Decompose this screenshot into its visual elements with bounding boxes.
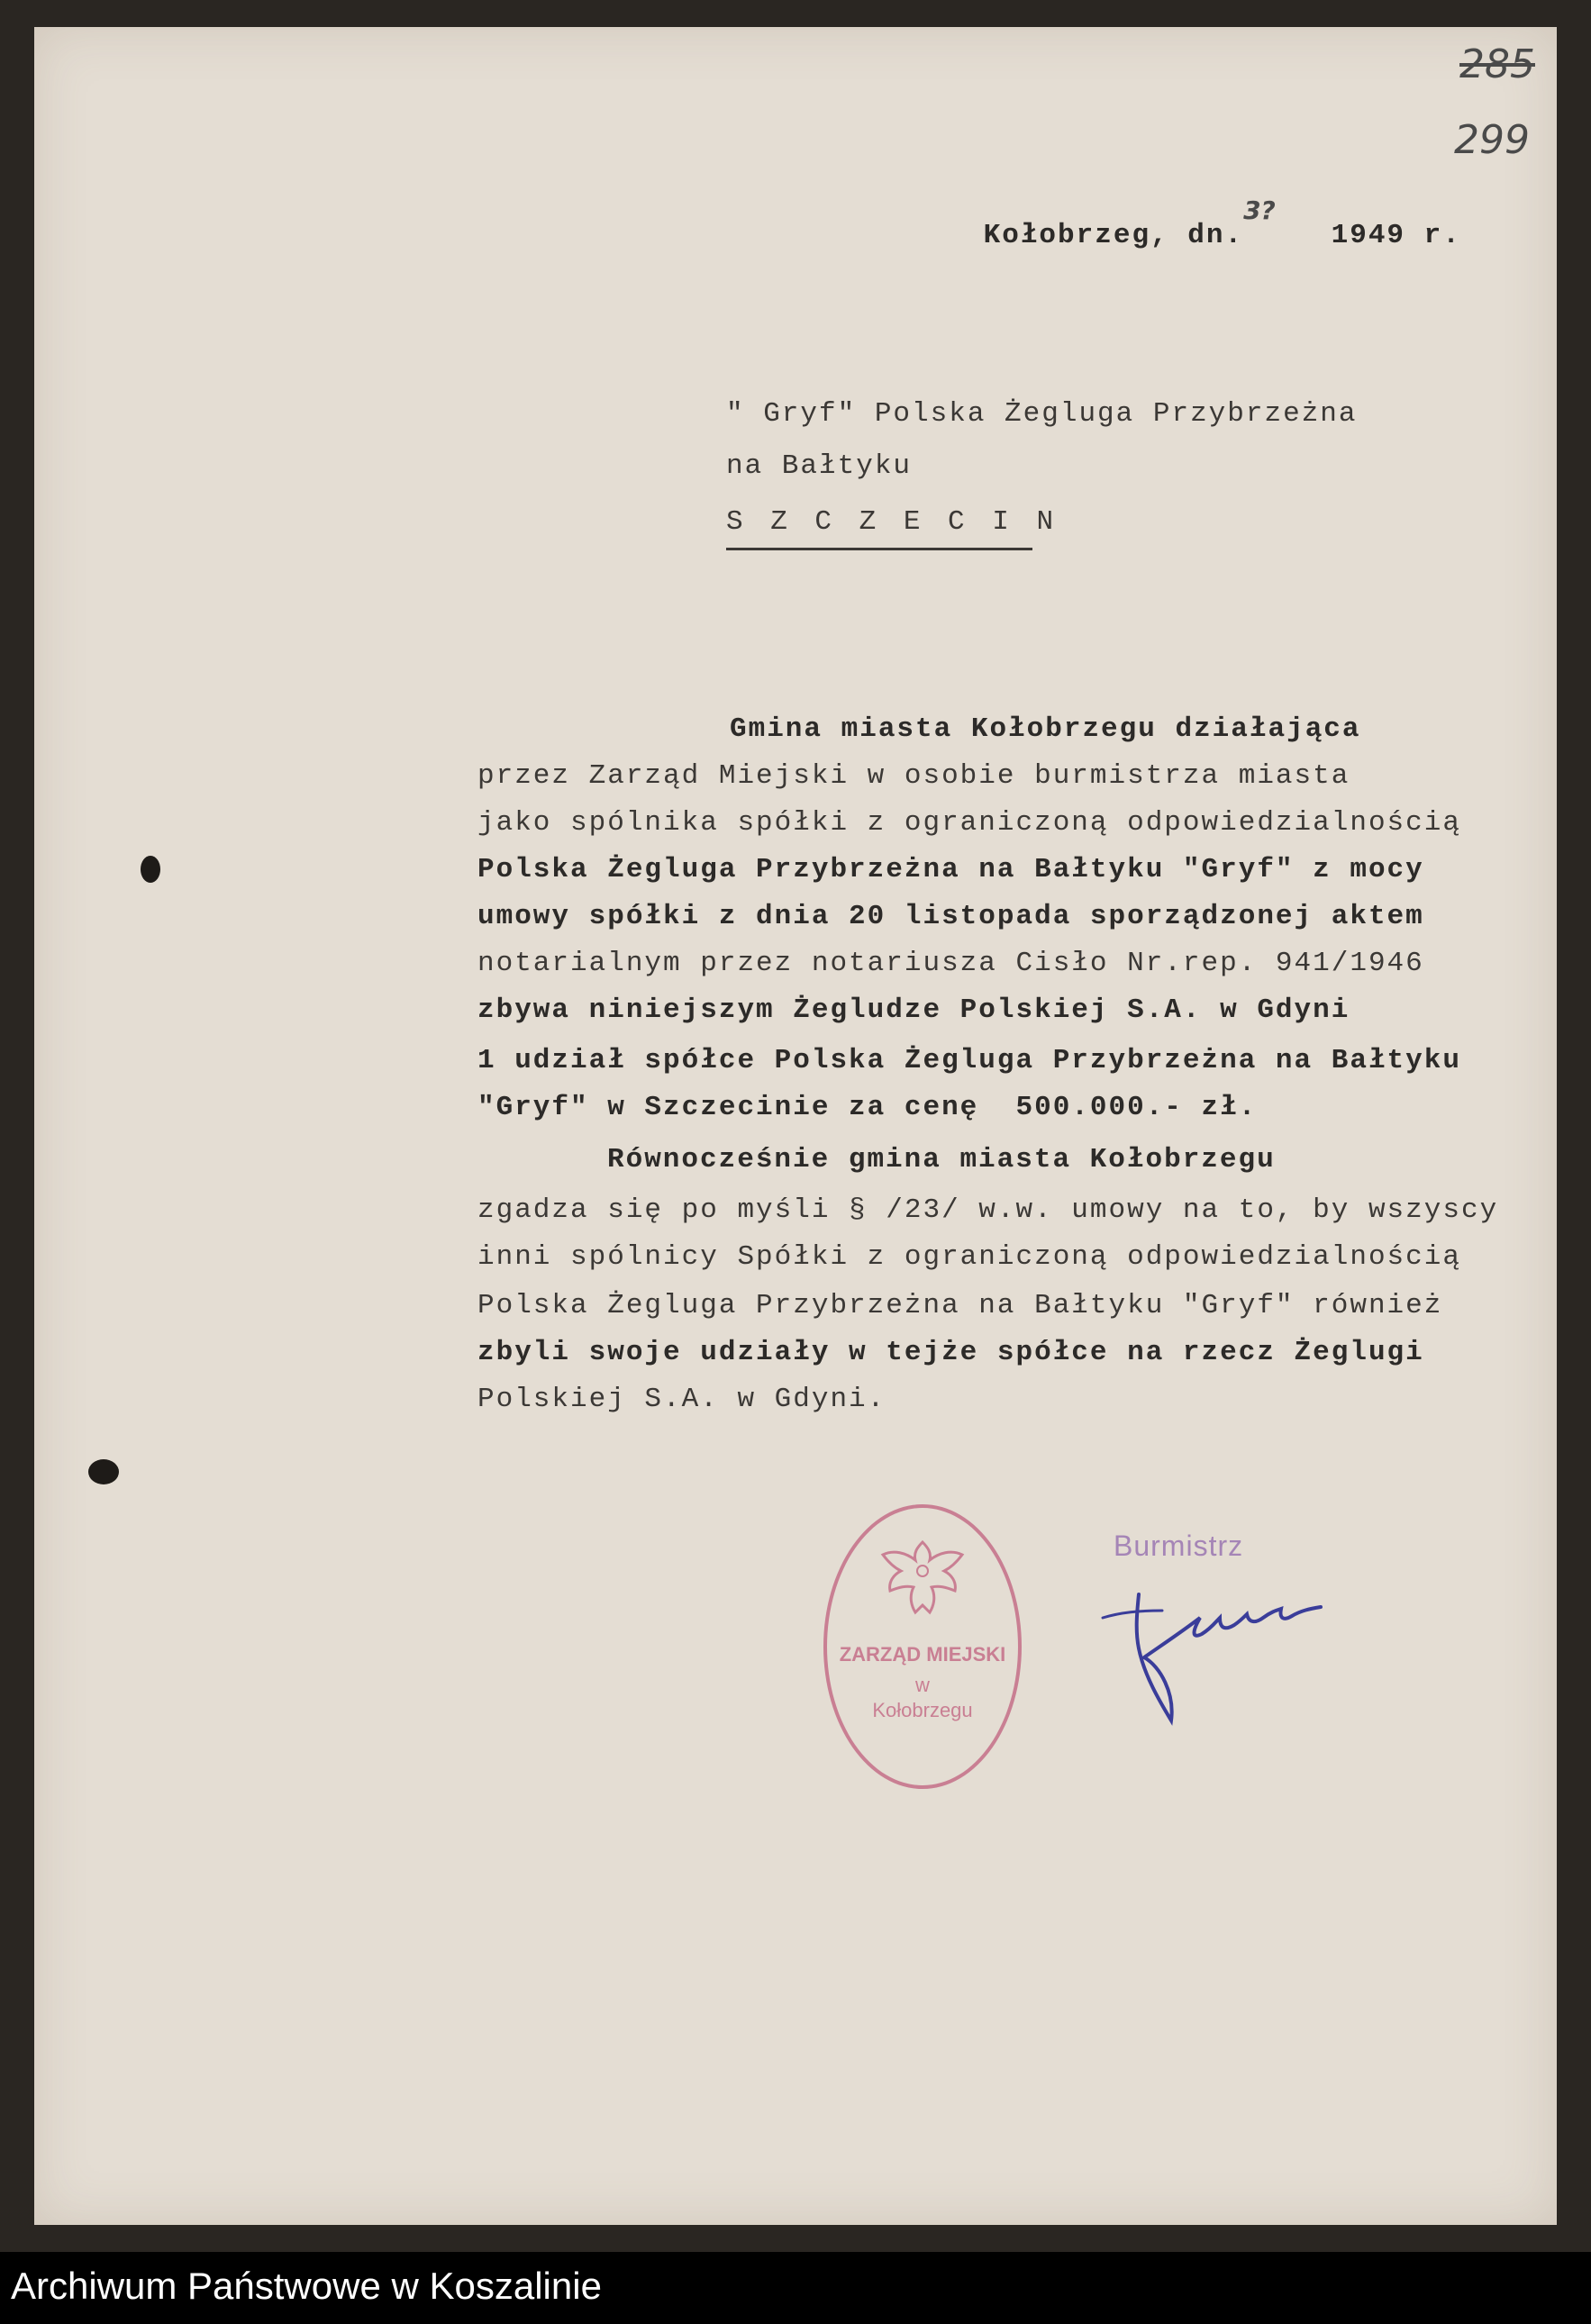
archive-name: Archiwum Państwowe w Koszalinie [11, 2265, 602, 2307]
punch-hole-mark [88, 1459, 119, 1484]
body-line: zgadza się po myśli § /23/ w.w. umowy na to, by wszyscy [477, 1194, 1499, 1226]
body-line: przez Zarząd Miejski w osobie burmistrza miasta [477, 760, 1350, 792]
body-line: jako spólnika spółki z ograniczoną odpowiedzialnością [477, 807, 1461, 839]
place-date [872, 187, 1461, 283]
place-date-prefix: Kołobrzeg, dn. [983, 220, 1244, 251]
body-line: Polska Żegluga Przybrzeżna na Bałtyku "Gryf" również [477, 1290, 1443, 1321]
body-line: notarialnym przez notariusza Cisło Nr.rep. 941/1946 [477, 948, 1424, 979]
recipient-line-2: na Bałtyku [726, 450, 913, 482]
year: 1949 r. [1331, 220, 1461, 251]
signature-title: Burmistrz [1114, 1530, 1244, 1562]
official-stamp [823, 1504, 1022, 1789]
body-line: Gmina miasta Kołobrzegu działająca [730, 713, 1361, 745]
recipient-line-1: " Gryf" Polska Żegluga Przybrzeżna [726, 398, 1358, 430]
punch-hole-mark [141, 856, 160, 883]
handwritten-day: 3? [1243, 195, 1276, 225]
archive-number-new: 299 [1454, 117, 1530, 163]
body-line: umowy spółki z dnia 20 listopada sporządzonej aktem [477, 901, 1424, 932]
archive-number-old: 285 [1459, 41, 1535, 87]
body-line: Równocześnie gmina miasta Kołobrzegu [607, 1144, 1276, 1176]
stamp-line-3: Kołobrzegu [872, 1699, 973, 1721]
body-line: Polska Żegluga Przybrzeżna na Bałtyku "Gryf" z mocy [477, 854, 1424, 885]
body-line: zbyli swoje udziały w tejże spółce na rzecz Żeglugi [477, 1337, 1424, 1368]
eagle-emblem-icon [874, 1535, 971, 1621]
handwritten-signature [1085, 1558, 1373, 1738]
stamp-line-2: w [915, 1674, 930, 1696]
body-line: inni spólnicy Spółki z ograniczoną odpowiedzialnością [477, 1241, 1461, 1273]
body-line: Polskiej S.A. w Gdyni. [477, 1384, 886, 1415]
recipient-city-underline [726, 548, 1032, 550]
recipient-city: S Z C Z E C I N [726, 506, 1059, 538]
body-line: zbywa niniejszym Żegludze Polskiej S.A. w Gdyni [477, 994, 1350, 1026]
document-page [34, 27, 1557, 2225]
body-line: 1 udział spółce Polska Żegluga Przybrzeżna na Bałtyku [477, 1045, 1461, 1076]
stamp-line-1: ZARZĄD MIEJSKI [839, 1643, 1006, 1666]
body-line: "Gryf" w Szczecinie za cenę 500.000.- zł. [477, 1092, 1258, 1123]
archive-footer [0, 2252, 1591, 2324]
